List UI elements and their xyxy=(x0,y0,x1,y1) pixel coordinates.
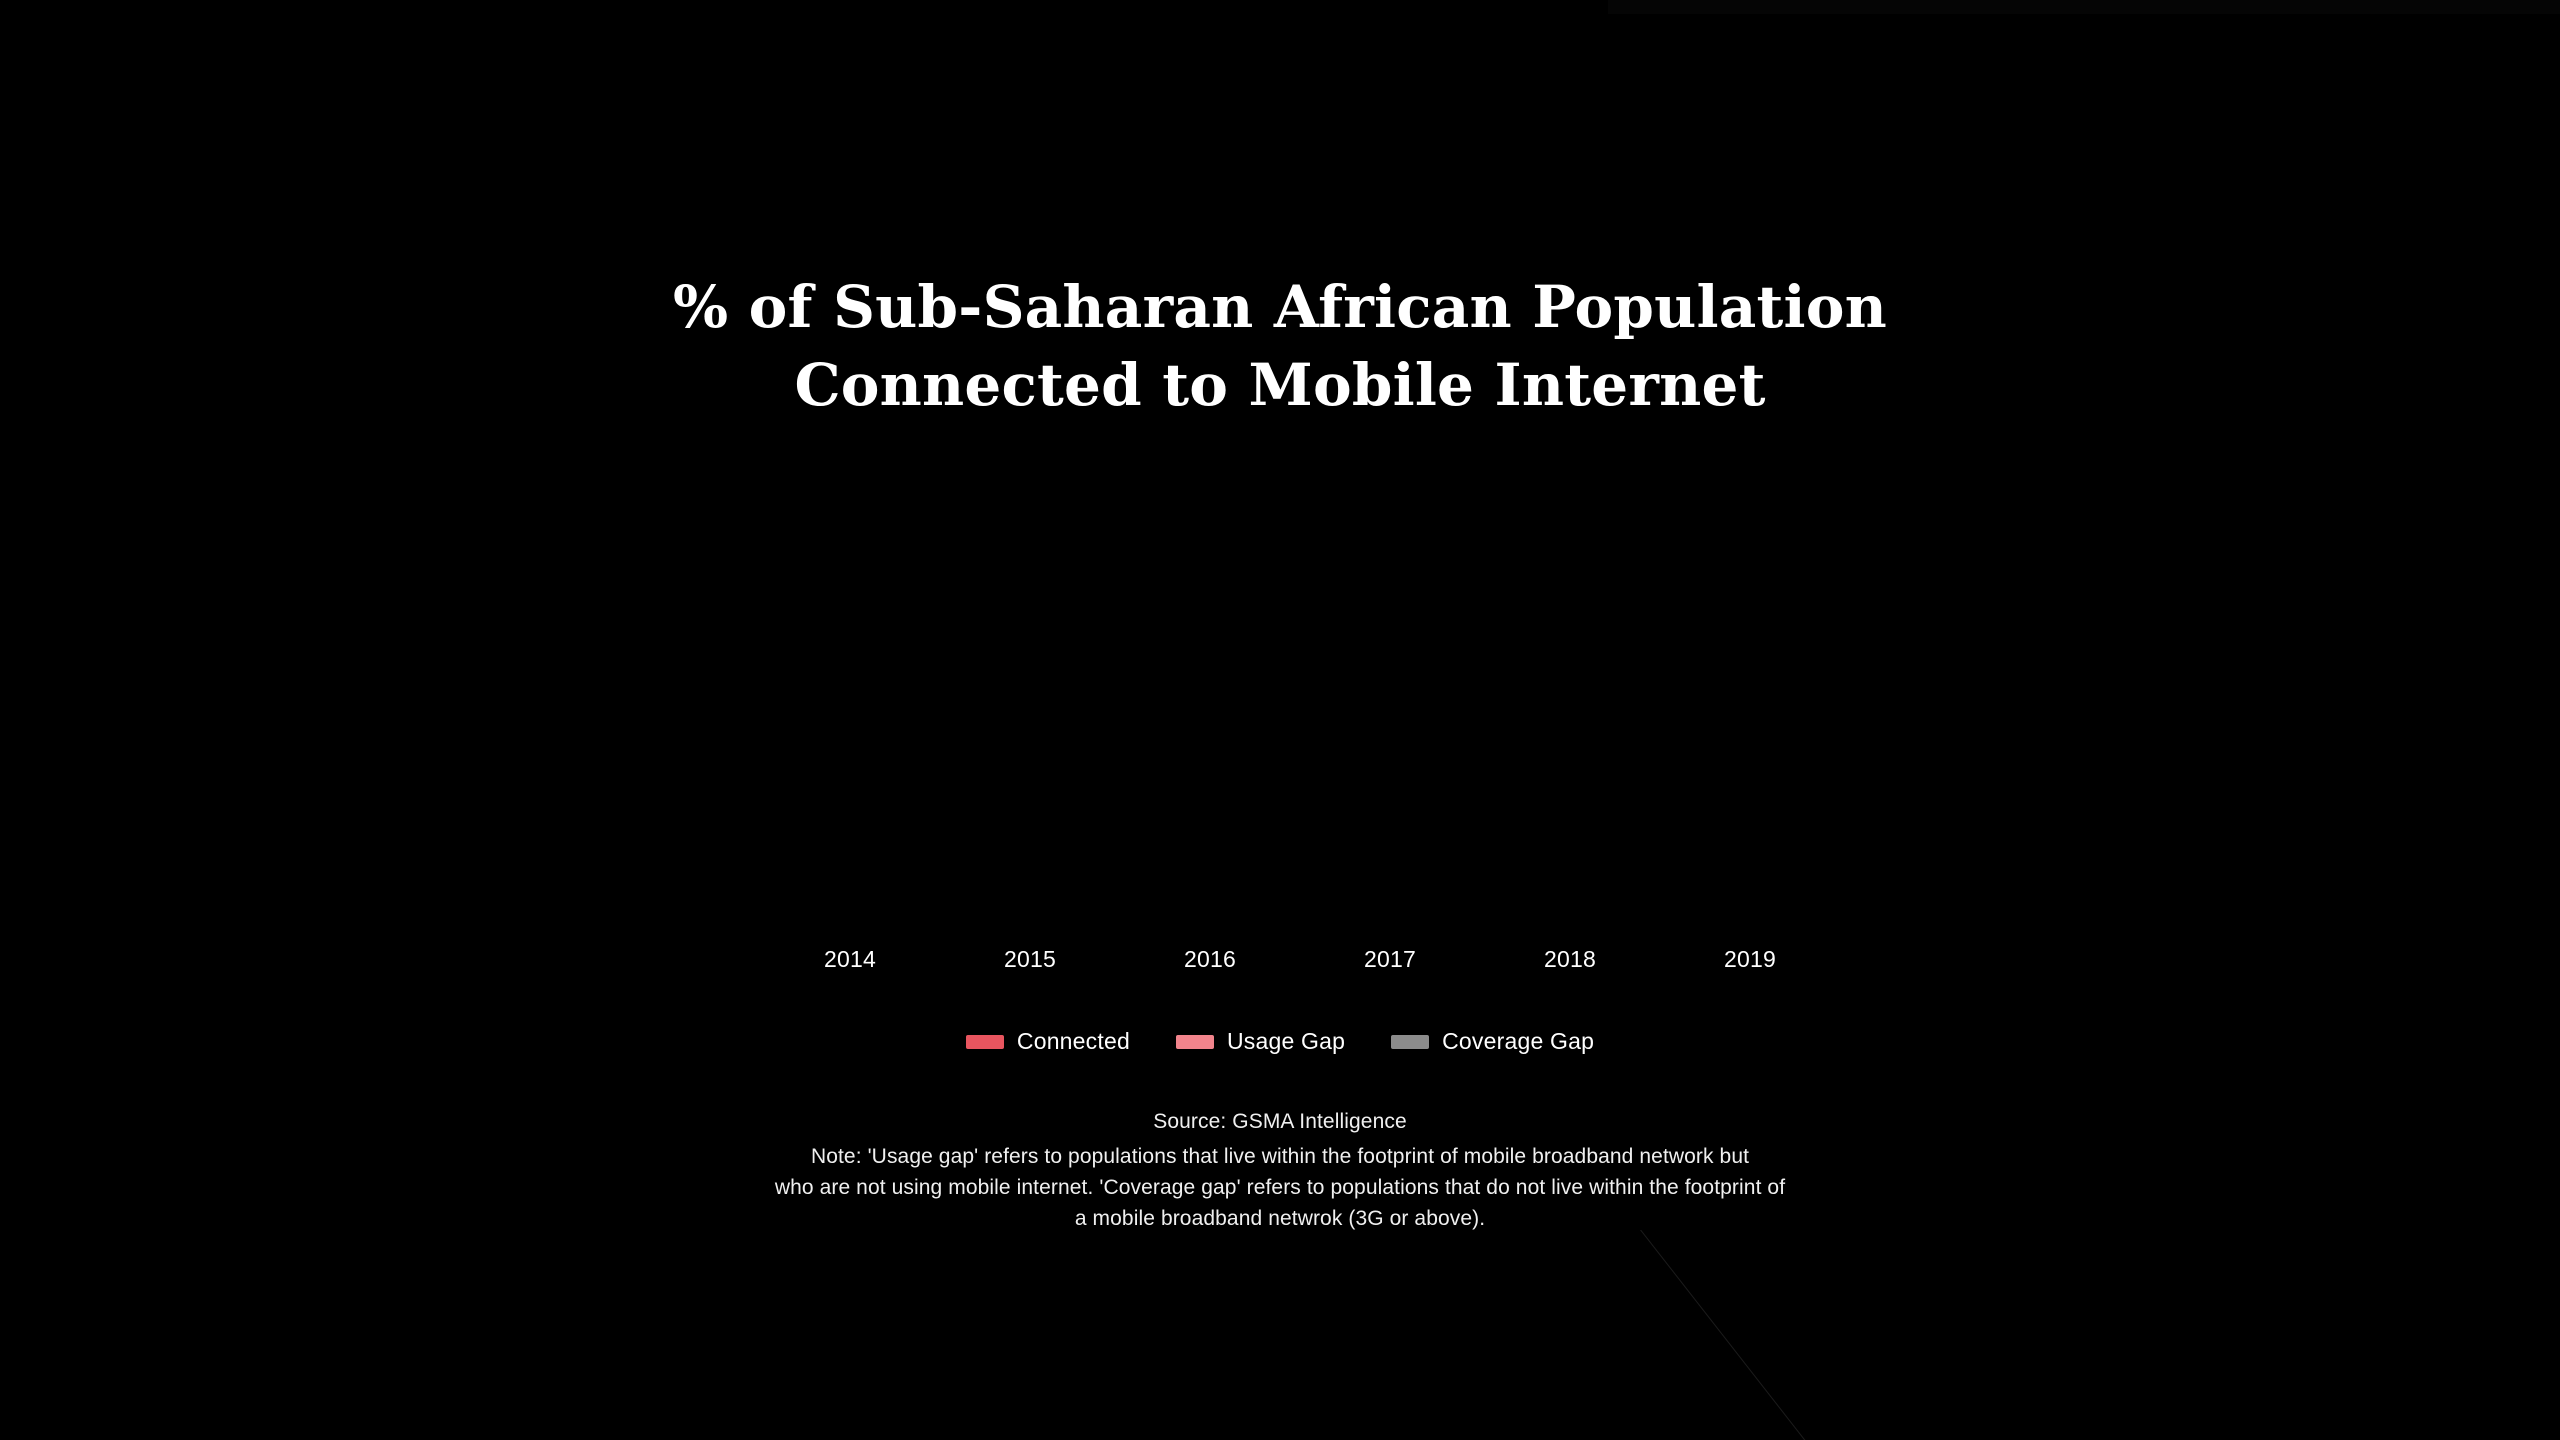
x-tick-label: 2015 xyxy=(1004,946,1056,972)
bar-column[interactable] xyxy=(1349,500,1431,940)
legend-item-usage-gap[interactable] xyxy=(1176,1028,1345,1055)
legend-item-coverage-gap[interactable] xyxy=(1391,1028,1594,1055)
legend-swatch-connected xyxy=(966,1035,1004,1049)
top-edge-sliver xyxy=(1608,0,2560,14)
background-artifact xyxy=(1640,1230,1900,1440)
x-tick-label: 2018 xyxy=(1544,946,1596,972)
chart-title-line-1: % of Sub-Saharan African Population xyxy=(672,273,1888,341)
x-tick-label: 2019 xyxy=(1724,946,1776,972)
bar-column[interactable] xyxy=(809,500,891,940)
legend-label-connected: Connected xyxy=(1016,1028,1130,1054)
note-line-2: who are not using mobile internet. 'Coverage gap' refers to populations that do not live within the footprint of xyxy=(774,1176,1786,1199)
bar-column[interactable] xyxy=(1709,500,1791,940)
note-line-3: a mobile broadband netwrok (3G or above). xyxy=(1074,1207,1486,1230)
x-tick-label: 2014 xyxy=(824,946,876,972)
x-tick-label: 2017 xyxy=(1364,946,1416,972)
x-axis xyxy=(760,946,1840,976)
bar-column[interactable] xyxy=(1169,500,1251,940)
chart-title-line-2: Connected to Mobile Internet xyxy=(794,351,1766,419)
chart-title xyxy=(0,268,2560,424)
bar-column[interactable] xyxy=(989,500,1071,940)
legend-label-usage-gap: Usage Gap xyxy=(1226,1028,1346,1054)
legend-swatch-coverage-gap xyxy=(1391,1035,1429,1049)
chart-legend xyxy=(0,1028,2560,1055)
source-text: Source: GSMA Intelligence xyxy=(1153,1110,1407,1133)
x-tick-label: 2016 xyxy=(1184,946,1236,972)
note-text xyxy=(0,1141,2560,1234)
bar-column[interactable] xyxy=(1529,500,1611,940)
plot-area xyxy=(760,500,1840,940)
note-line-1: Note: 'Usage gap' refers to populations that live within the footprint of mobile broadband network but xyxy=(810,1145,1750,1168)
legend-item-connected[interactable] xyxy=(966,1028,1130,1055)
legend-swatch-usage-gap xyxy=(1176,1035,1214,1049)
legend-label-coverage-gap: Coverage Gap xyxy=(1442,1028,1595,1054)
